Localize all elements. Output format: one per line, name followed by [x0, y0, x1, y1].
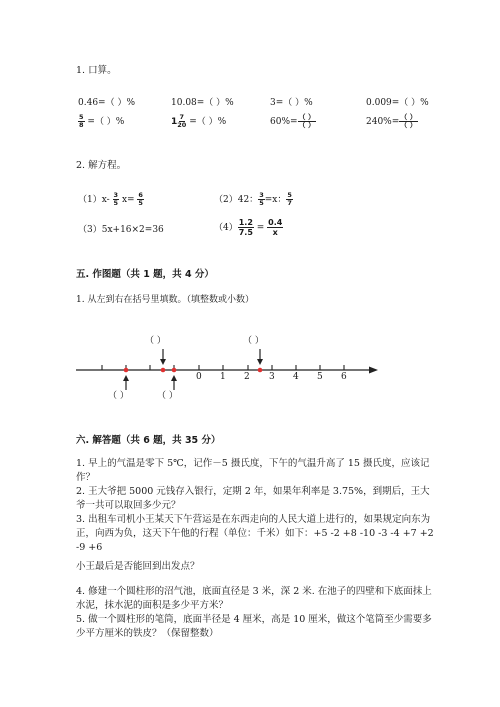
tick-label: 0 [196, 372, 202, 382]
point-marker [161, 368, 166, 373]
tick-label: 3 [269, 372, 275, 382]
tick-label: 4 [293, 372, 299, 382]
answer-blank: （ ） [145, 336, 166, 346]
equation-1: （1）x- $\frac{3}{5}$ x= $\frac{6}{5}$ [78, 191, 143, 207]
section-title-drawing: 五. 作图题（共 1 题，共 4 分） [76, 269, 214, 280]
arrow-up-icon [123, 375, 129, 381]
question-2: 2. 王大爷把 5000 元钱存入银行，定期 2 年，如果年利率是 3.75%，到期后，王大爷一共可以取回多少元？ [76, 486, 430, 511]
question-4: 4. 修建一个圆柱形的沼气池，底面直径是 3 米，深 2 米. 在池子的四壁和下底面抹上水泥，抹水泥的面积是多少平方米？ [76, 586, 432, 611]
oral-calc-item: 240%= $\frac{( )}{( )}$ [366, 113, 417, 129]
section-title-oral-calc: 1. 口算。 [76, 65, 117, 76]
answer-blank: （ ） [157, 391, 178, 401]
tick-label: 6 [341, 372, 347, 382]
question-1: 1. 早上的气温是零下 5℃，记作－5 摄氏度，下午的气温升高了 15 摄氏度，应该记作？ [76, 458, 430, 483]
tick-label: 5 [317, 372, 323, 382]
arrow-up-icon [171, 375, 177, 381]
oral-calc-item: 10.08=（ ）% [171, 98, 234, 108]
tick-label: 1 [220, 372, 226, 382]
oral-calc-item: 60%= $\frac{( )}{( )}$ [270, 113, 315, 129]
answer-blank: （ ） [108, 391, 129, 401]
equation-4: （4） $\frac{1.2}{7.5}$ = $\frac{0.4}{x}$ [214, 218, 283, 237]
oral-calc-item: 1 $\frac{7}{20}$ =（ ）% [171, 113, 227, 129]
question-3-follow-up: 小王最后是否能回到出发点？ [76, 561, 200, 572]
tick-label: 2 [244, 372, 250, 382]
point-marker [124, 368, 129, 373]
equation-3: （3）5x+16×2=36 [78, 225, 164, 235]
oral-calc-item: $\frac{5}{8}$ =（ ）% [79, 113, 125, 129]
number-line-ticks [102, 365, 344, 370]
point-marker [258, 368, 263, 373]
section-title-solutions: 六. 解答题（共 6 题，共 35 分） [76, 435, 221, 446]
question-fill-number-line: 1. 从左到右在括号里填数。（填整数或小数） [76, 295, 254, 305]
point-marker [172, 368, 177, 373]
section-title-equations: 2. 解方程。 [76, 160, 127, 171]
oral-calc-item: 0.46=（ ）% [78, 98, 135, 108]
equation-2: （2）42： $\frac{3}{5}$ =x： $\frac{5}{7}$ [214, 191, 292, 207]
answer-blank: （ ） [243, 336, 264, 346]
oral-calc-item: 0.009=（ ）% [366, 98, 429, 108]
oral-calc-item: 3=（ ）% [270, 98, 313, 108]
question-3: 3. 出租车司机小王某天下午营运是在东西走向的人民大道上进行的，如果规定向东为正，向西为负，这天下午他的行程（单位：千米）如下：+5 -2 +8 -10 -3 -4 +7 +2 -9 +6 [76, 514, 434, 553]
question-5: 5. 做一个圆柱形的笔筒，底面半径是 4 厘米，高是 10 厘米，做这个笔筒至少需要多少平方厘米的铁皮？（保留整数） [76, 614, 432, 639]
arrow-down-icon [257, 359, 263, 365]
arrow-right-icon [369, 367, 378, 374]
arrow-down-icon [160, 359, 166, 365]
